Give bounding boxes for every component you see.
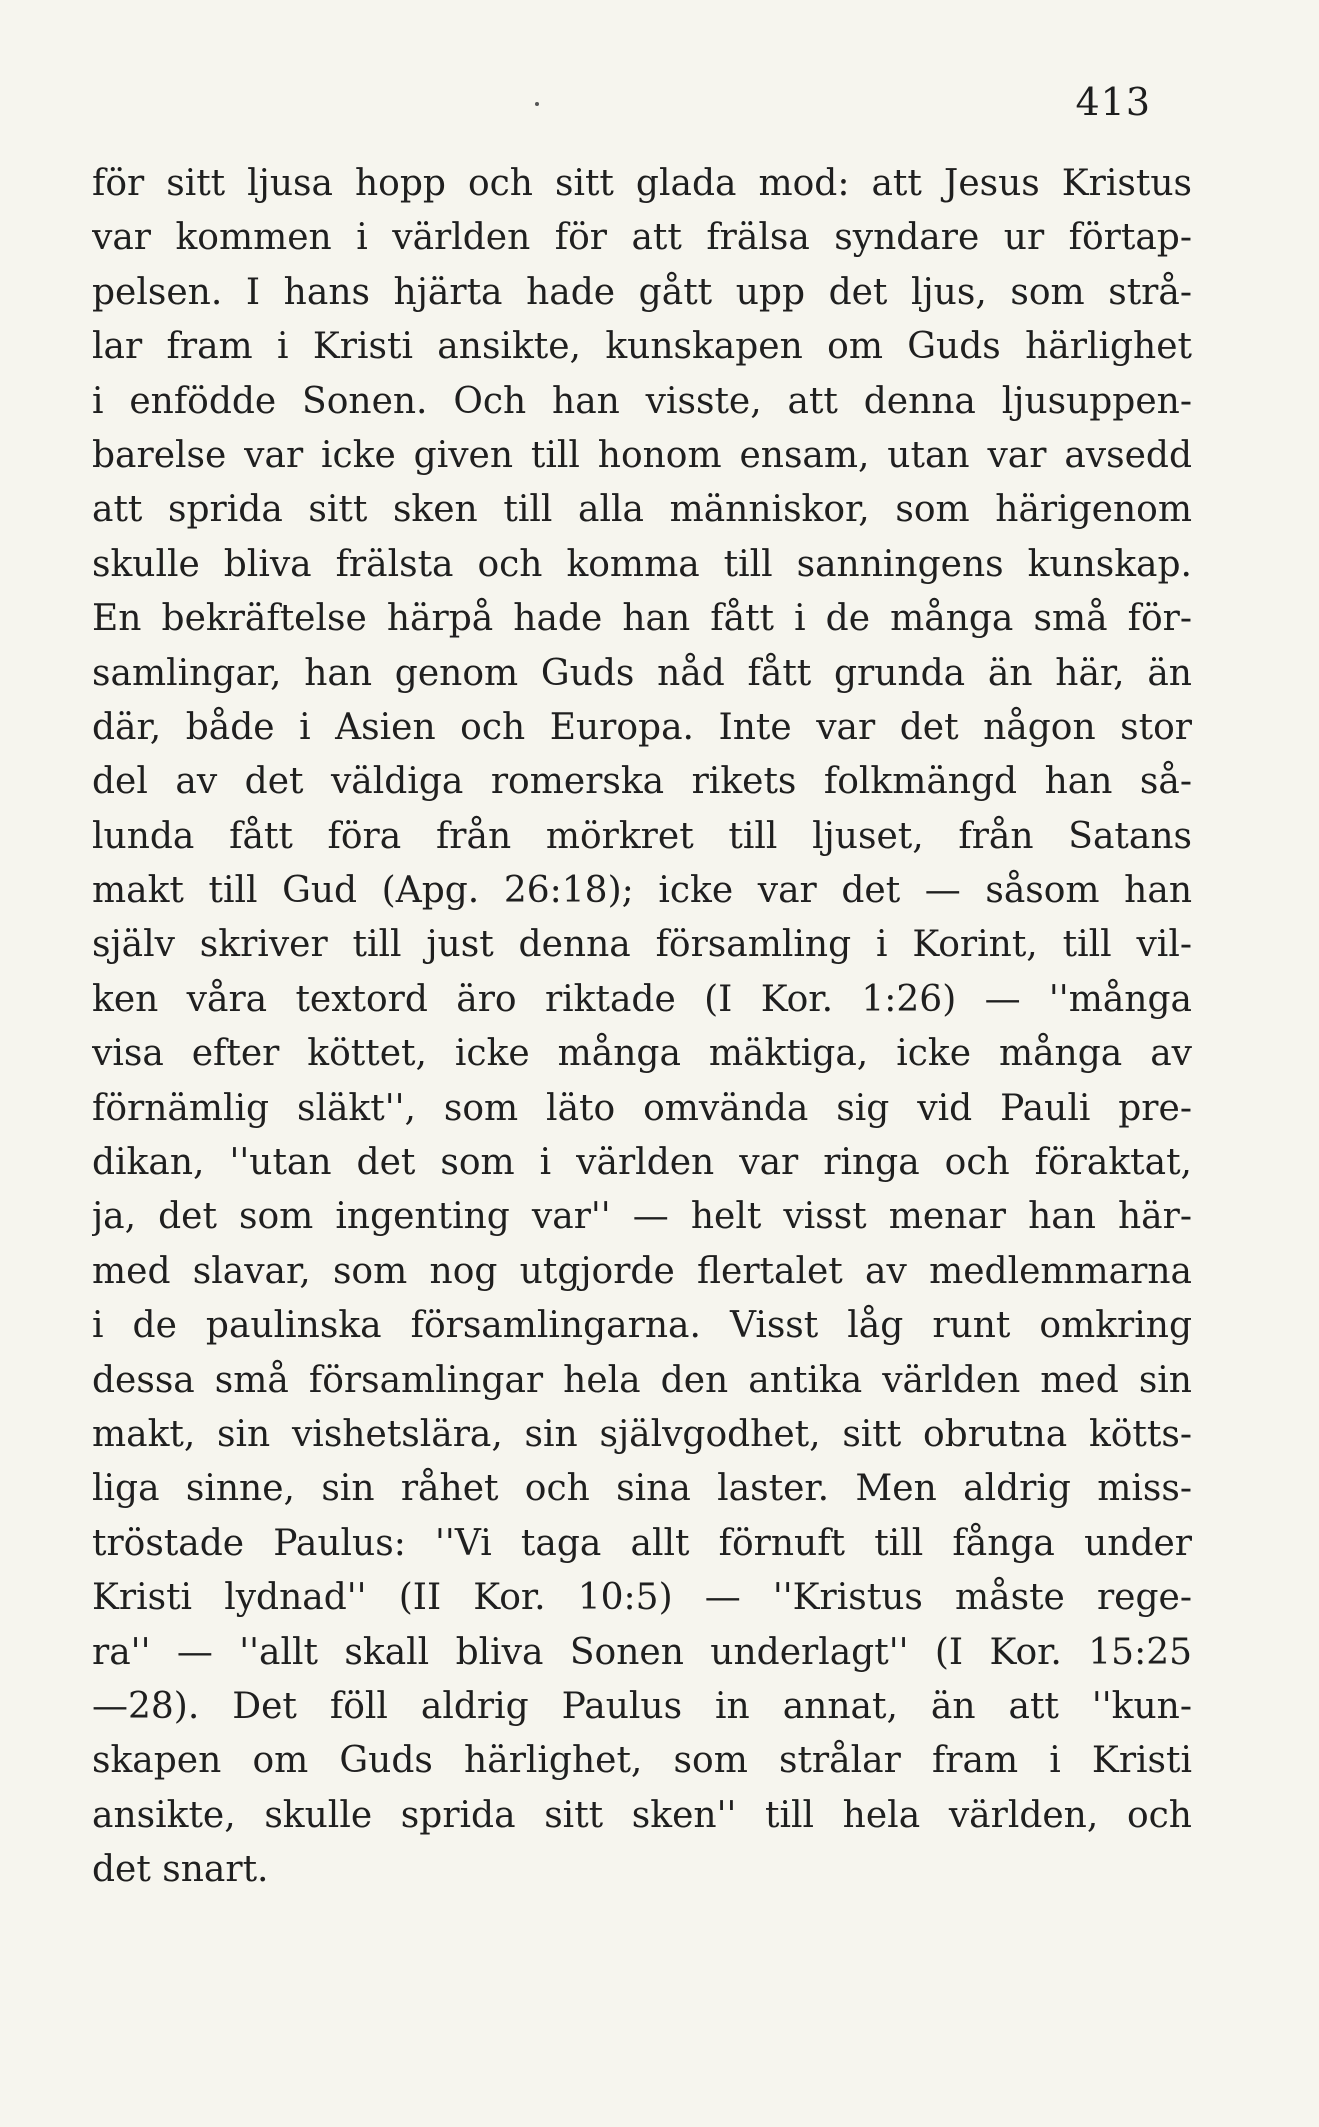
- text-line: pelsen. I hans hjärta hade gått upp det ljus, som strå-: [92, 271, 1192, 313]
- text-line: med slavar, som nog utgjorde flertalet av medlemmarna: [92, 1250, 1192, 1292]
- text-line: skapen om Guds härlighet, som strålar fram i Kristi: [92, 1740, 1192, 1782]
- text-line: lunda fått föra från mörkret till ljuset, från Satans: [92, 815, 1192, 857]
- stray-dot-mark: [535, 102, 539, 106]
- text-line: visa efter köttet, icke många mäktiga, icke många av: [92, 1033, 1192, 1075]
- text-line: dikan, ''utan det som i världen var ringa och föraktat,: [92, 1142, 1192, 1184]
- text-line: för sitt ljusa hopp och sitt glada mod: att Jesus Kristus: [92, 163, 1192, 204]
- text-line: del av det väldiga romerska rikets folkmängd han så-: [92, 761, 1192, 803]
- text-line: barelse var icke given till honom ensam, utan var avsedd: [92, 434, 1192, 476]
- text-line: lar fram i Kristi ansikte, kunskapen om Guds härlighet: [92, 326, 1192, 368]
- text-line: i de paulinska församlingarna. Visst låg runt omkring: [92, 1305, 1192, 1347]
- text-line: där, både i Asien och Europa. Inte var det någon stor: [92, 706, 1192, 748]
- text-line: —28). Det föll aldrig Paulus in annat, än att ''kun-: [92, 1685, 1192, 1727]
- text-line: makt till Gud (Apg. 26:18); icke var det — såsom han: [92, 870, 1192, 912]
- text-line: i enfödde Sonen. Och han visste, att denna ljusuppen-: [92, 380, 1192, 422]
- text-line: skulle bliva frälsta och komma till sanningens kunskap.: [92, 543, 1192, 585]
- page-number: 413: [1075, 80, 1151, 124]
- text-line: ansikte, skulle sprida sitt sken'' till hela världen, och: [92, 1794, 1192, 1836]
- text-line: själv skriver till just denna församling i Korint, till vil-: [92, 924, 1192, 966]
- body-paragraph: [92, 157, 1192, 1898]
- text-line: makt, sin vishetslära, sin självgodhet, sitt obrutna kötts-: [92, 1413, 1192, 1455]
- text-line: samlingar, han genom Guds nåd fått grunda än här, än: [92, 652, 1192, 694]
- text-line: ra'' — ''allt skall bliva Sonen underlagt'' (I Kor. 15:25: [92, 1631, 1192, 1673]
- text-line: En bekräftelse härpå hade han fått i de många små för-: [92, 598, 1192, 640]
- text-line: liga sinne, sin råhet och sina laster. Men aldrig miss-: [92, 1468, 1192, 1510]
- text-line: förnämlig släkt'', som läto omvända sig vid Pauli pre-: [92, 1087, 1192, 1129]
- text-line: ja, det som ingenting var'' — helt visst menar han här-: [92, 1196, 1192, 1238]
- text-line: tröstade Paulus: ''Vi taga allt förnuft till fånga under: [92, 1522, 1192, 1564]
- text-line: dessa små församlingar hela den antika världen med sin: [92, 1359, 1192, 1401]
- text-line: ken våra textord äro riktade (I Kor. 1:26) — ''många: [92, 978, 1192, 1020]
- text-line: Kristi lydnad'' (II Kor. 10:5) — ''Kristus måste rege-: [92, 1577, 1192, 1619]
- text-line: det snart.: [92, 1849, 269, 1891]
- text-line: att sprida sitt sken till alla människor, som härigenom: [92, 489, 1192, 531]
- text-line: var kommen i världen för att frälsa syndare ur förtap-: [92, 217, 1192, 259]
